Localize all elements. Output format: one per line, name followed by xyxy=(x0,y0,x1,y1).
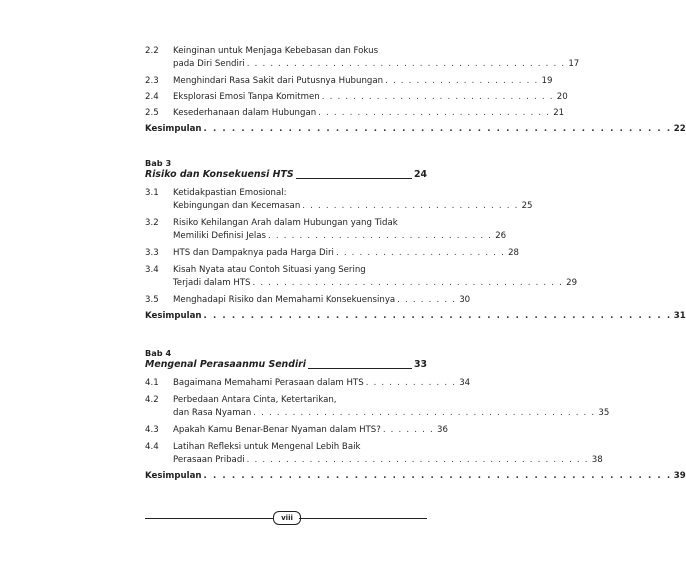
entry-page: 34 xyxy=(459,378,471,388)
entry-page: 19 xyxy=(541,76,553,86)
entry-number: 3.2 xyxy=(145,218,159,228)
footer-rule-right xyxy=(299,518,427,519)
page-footer xyxy=(145,511,427,525)
toc-entry[interactable] xyxy=(145,377,471,390)
dot-leader: . . . . . . . . . . . . . . . . . . . . . . . . . . . . . xyxy=(268,231,493,241)
dot-leader: . . . . . . . . xyxy=(397,295,457,305)
entry-page: 29 xyxy=(566,278,578,288)
dot-leader: . . . . . . . . . . . . . . . . . . . . . . . . . . . . . . . . . . . . . . . . . . . . . . . . . . xyxy=(203,311,672,321)
summary-page: 22 xyxy=(673,124,686,134)
summary-label: Kesimpulan xyxy=(145,471,202,481)
toc-entry[interactable] xyxy=(145,424,448,437)
chapter-label: Bab 3 xyxy=(145,158,172,168)
entry-page: 20 xyxy=(556,92,568,102)
entry-number: 3.5 xyxy=(145,295,159,305)
dot-leader: . . . . . . . . . . . . . . . . . . . . . . xyxy=(335,248,506,258)
dot-leader: . . . . . . . . . . . . xyxy=(365,378,457,388)
entry-number: 4.1 xyxy=(145,378,159,388)
toc-summary[interactable] xyxy=(145,310,686,323)
chapter-label: Bab 4 xyxy=(145,348,172,358)
entry-title-line2: dan Rasa Nyaman xyxy=(173,408,252,418)
summary-label: Kesimpulan xyxy=(145,124,202,134)
summary-page: 31 xyxy=(673,311,686,321)
entry-title-line2: Memiliki Definisi Jelas xyxy=(173,231,267,241)
entry-page: 28 xyxy=(508,248,520,258)
page-number-badge: viii xyxy=(273,511,301,525)
dot-leader: . . . . . . . . . . . . . . . . . . . . . . . . . . . . . . . . . . . . . . . . . xyxy=(246,59,566,69)
toc-summary[interactable] xyxy=(145,123,686,136)
chapter-heading[interactable] xyxy=(145,169,427,181)
entry-number: 3.4 xyxy=(145,265,159,275)
footer-rule-left xyxy=(145,518,273,519)
entry-page: 26 xyxy=(495,231,507,241)
dot-leader: . . . . . . . . . . . . . . . . . . . . . . . . . . . . . . . . . . . . . . . . xyxy=(252,278,564,288)
entry-title-line2: Perasaan Pribadi xyxy=(173,455,245,465)
entry-title: Apakah Kamu Benar-Benar Nyaman dalam HTS? xyxy=(173,425,381,435)
entry-title-line2: pada Diri Sendiri xyxy=(173,59,245,69)
toc-entry[interactable] xyxy=(145,187,533,213)
entry-title: Bagaimana Memahami Perasaan dalam HTS xyxy=(173,378,364,388)
entry-page: 21 xyxy=(553,108,565,118)
heading-rule xyxy=(308,368,412,369)
heading-rule xyxy=(296,178,412,179)
entry-number: 4.3 xyxy=(145,425,159,435)
dot-leader: . . . . . . . . . . . . . . . . . . . . . . . . . . . . . . . . . . . . . . . . . . . . xyxy=(253,408,596,418)
chapter-heading[interactable] xyxy=(145,359,427,371)
entry-title: Kesederhanaan dalam Hubungan xyxy=(173,108,317,118)
entry-number: 3.3 xyxy=(145,248,159,258)
entry-page: 38 xyxy=(591,455,603,465)
dot-leader: . . . . . . . . . . . . . . . . . . . . xyxy=(385,76,539,86)
entry-title-line1: Kisah Nyata atau Contoh Situasi yang Sering xyxy=(173,265,366,275)
toc-entry[interactable] xyxy=(145,294,471,307)
toc-chapter-4 xyxy=(145,348,686,483)
entry-number: 2.3 xyxy=(145,76,159,86)
dot-leader: . . . . . . . . . . . . . . . . . . . . . . . . . . . . xyxy=(302,201,519,211)
summary-page: 39 xyxy=(673,471,686,481)
entry-title: Menghindari Rasa Sakit dari Putusnya Hubungan xyxy=(173,76,384,86)
entry-title: Menghadapi Risiko dan Memahami Konsekuensinya xyxy=(173,295,396,305)
toc-entry[interactable] xyxy=(145,247,520,260)
toc-entry[interactable] xyxy=(145,264,578,290)
toc-entry[interactable] xyxy=(145,107,565,120)
entry-number: 2.4 xyxy=(145,92,159,102)
entry-title-line1: Perbedaan Antara Cinta, Ketertarikan, xyxy=(173,395,337,405)
toc-entry[interactable] xyxy=(145,217,507,243)
entry-number: 3.1 xyxy=(145,188,159,198)
entry-number: 4.4 xyxy=(145,442,159,452)
entry-title-line2: Kebingungan dan Kecemasan xyxy=(173,201,301,211)
entry-page: 36 xyxy=(437,425,448,435)
entry-title-line1: Keinginan untuk Menjaga Kebebasan dan Fokus xyxy=(173,46,379,56)
toc-entry[interactable] xyxy=(145,45,580,71)
toc-entry[interactable] xyxy=(145,75,553,88)
toc-entry[interactable] xyxy=(145,394,610,420)
entry-page: 25 xyxy=(521,201,533,211)
entry-title-line1: Ketidakpastian Emosional: xyxy=(173,188,287,198)
entry-title: Eksplorasi Emosi Tanpa Komitmen xyxy=(173,92,320,102)
summary-label: Kesimpulan xyxy=(145,311,202,321)
entry-number: 2.5 xyxy=(145,108,159,118)
chapter-title: Risiko dan Konsekuensi HTS xyxy=(145,169,294,180)
entry-title-line1: Risiko Kehilangan Arah dalam Hubungan yang Tidak xyxy=(173,218,398,228)
entry-page: 35 xyxy=(598,408,610,418)
toc-entry[interactable] xyxy=(145,91,568,104)
entry-title-line2: Terjadi dalam HTS xyxy=(173,278,251,288)
entry-number: 4.2 xyxy=(145,395,159,405)
toc-entry[interactable] xyxy=(145,441,603,467)
toc-chapter-3 xyxy=(145,158,686,323)
dot-leader: . . . . . . . . . . . . . . . . . . . . . . . . . . . . . . xyxy=(318,108,551,118)
entry-page: 30 xyxy=(459,295,471,305)
dot-leader: . . . . . . . . . . . . . . . . . . . . . . . . . . . . . . . . . . . . . . . . . . . . . . . . . . xyxy=(203,124,672,134)
dot-leader: . . . . . . . . . . . . . . . . . . . . . . . . . . . . . . . . . . . . . . . . . . . . xyxy=(246,455,589,465)
chapter-title: Mengenal Perasaanmu Sendiri xyxy=(145,359,306,370)
entry-title-line1: Latihan Refleksi untuk Mengenal Lebih Baik xyxy=(173,442,361,452)
toc-summary[interactable] xyxy=(145,470,686,483)
dot-leader: . . . . . . . . . . . . . . . . . . . . . . . . . . . . . . xyxy=(321,92,554,102)
entry-page: 17 xyxy=(568,59,580,69)
toc-chapter-2-continued xyxy=(145,45,686,136)
chapter-page: 24 xyxy=(413,169,427,180)
chapter-page: 33 xyxy=(413,359,427,370)
entry-title: HTS dan Dampaknya pada Harga Diri xyxy=(173,248,334,258)
dot-leader: . . . . . . . xyxy=(382,425,434,435)
dot-leader: . . . . . . . . . . . . . . . . . . . . . . . . . . . . . . . . . . . . . . . . . . . . . . . . . . xyxy=(203,471,672,481)
entry-number: 2.2 xyxy=(145,46,159,56)
